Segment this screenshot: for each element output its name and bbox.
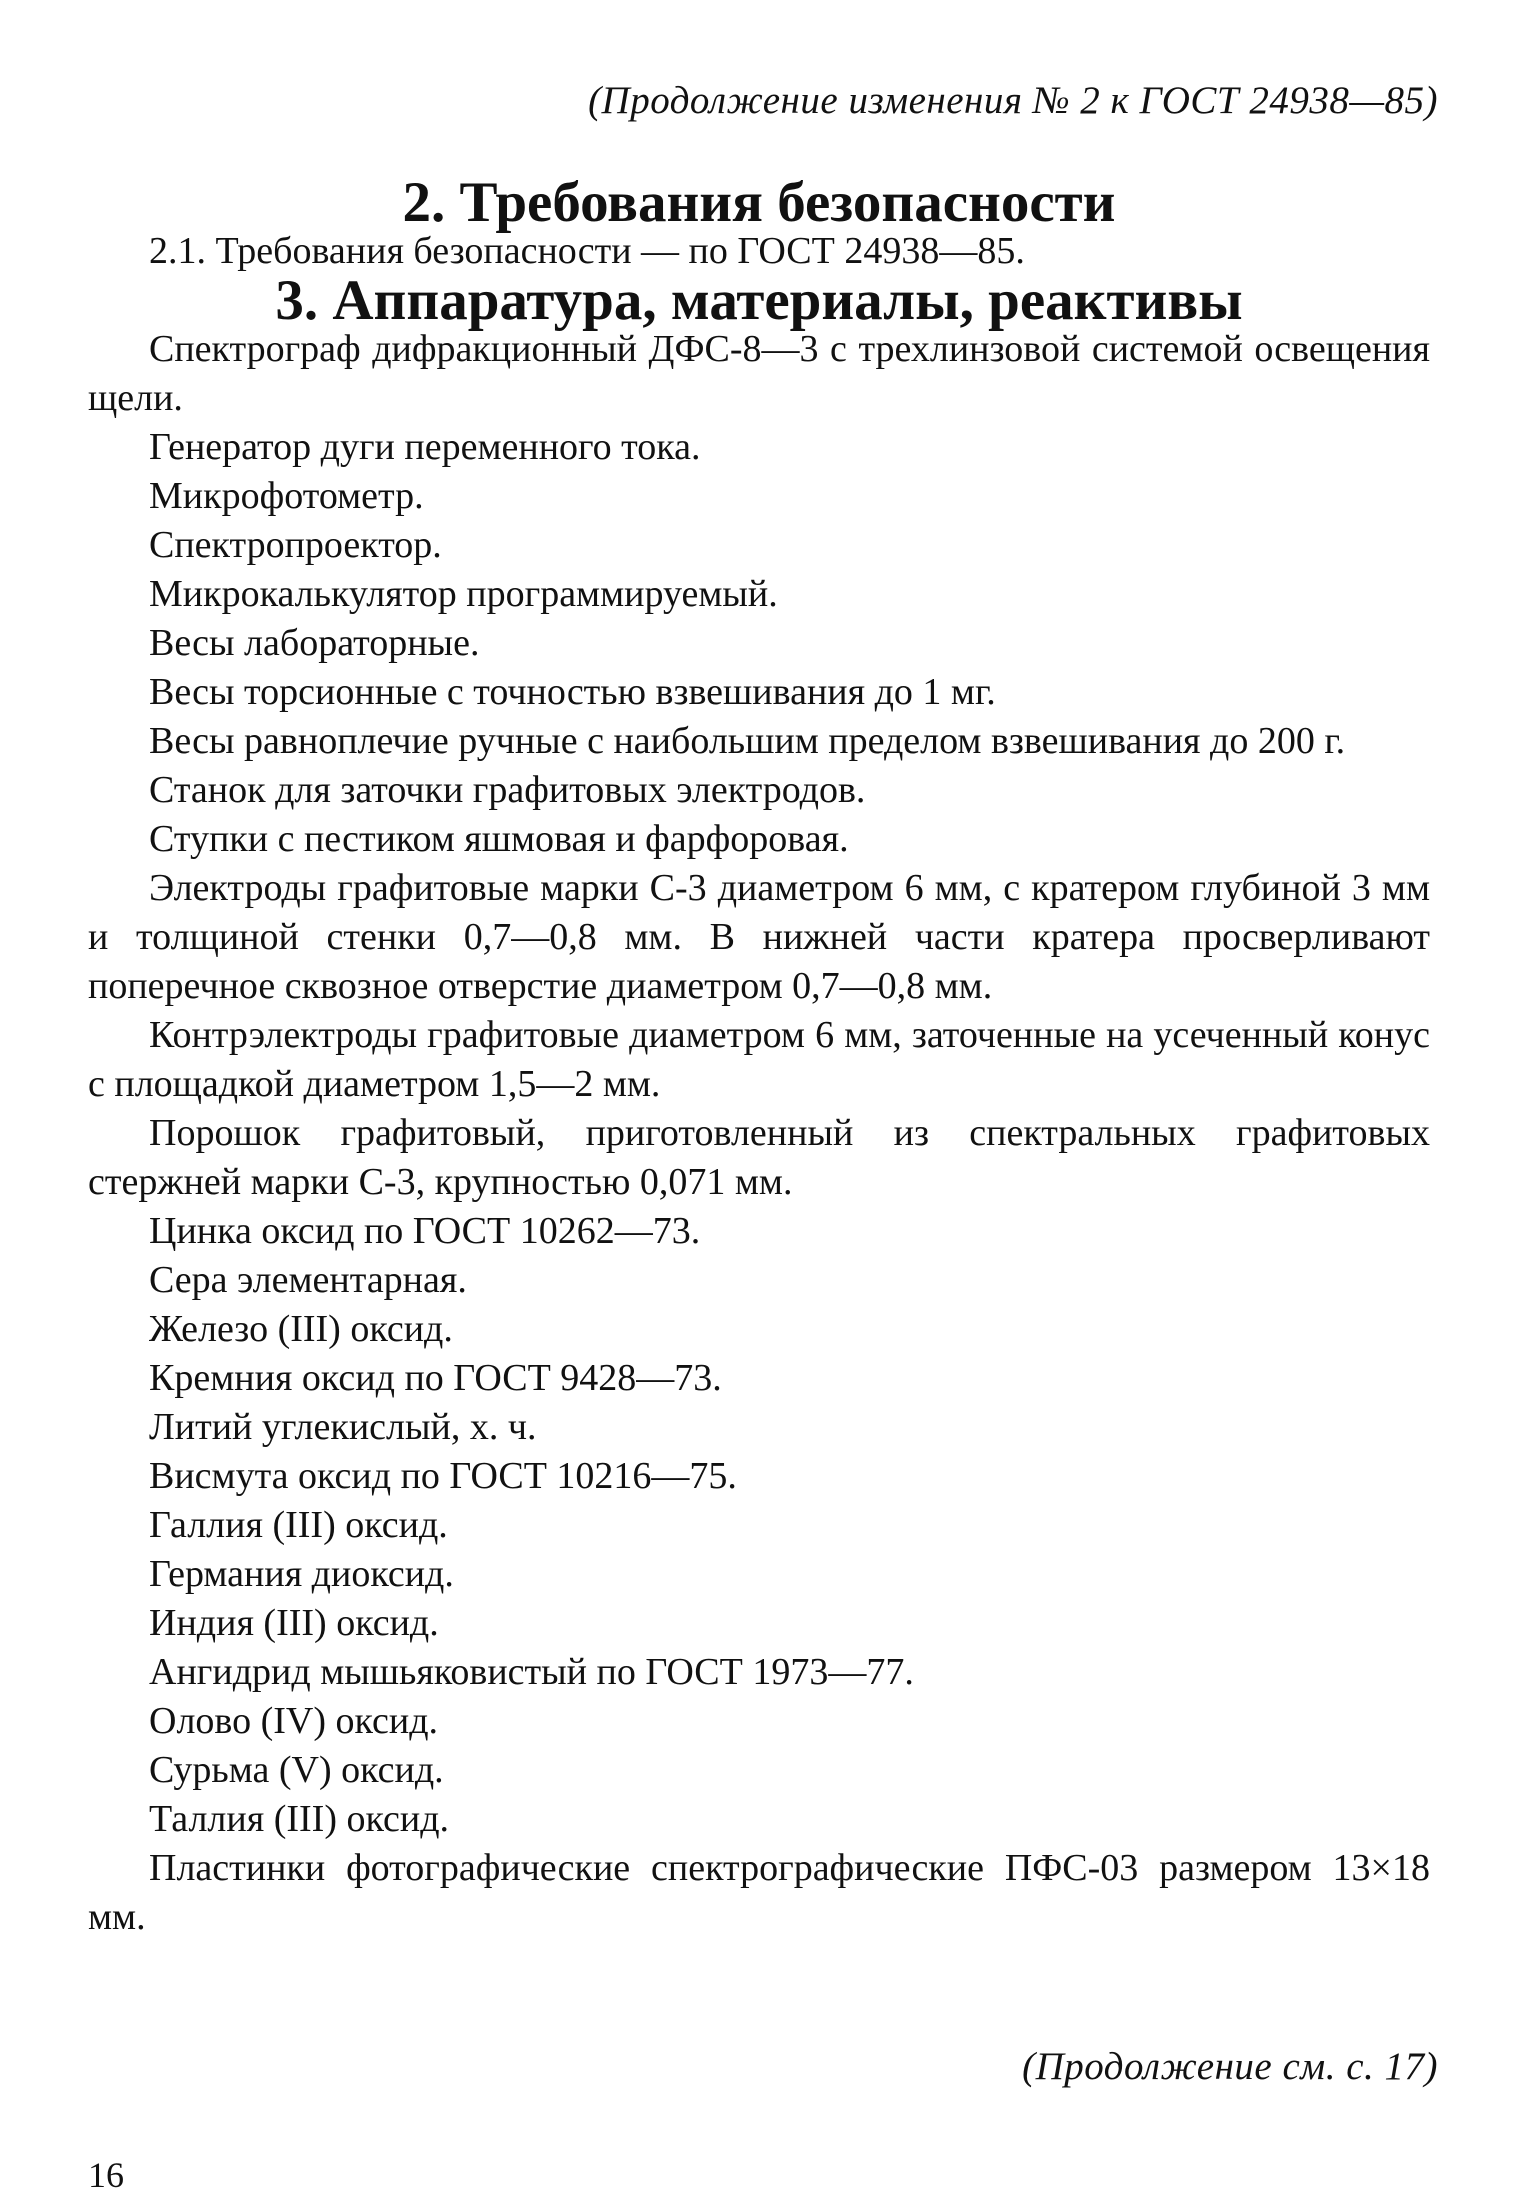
paragraph: Индия (III) оксид.	[149, 1602, 439, 1644]
paragraph: Станок для заточки графитовых электродов.	[149, 769, 866, 811]
paragraph: Спектрограф дифракционный ДФС-8—3 с трехлинзовой системой освещения щели.	[88, 328, 1430, 419]
document-body	[88, 171, 1430, 1942]
paragraph: Порошок графитовый, приготовленный из спектральных графитовых стержней марки С-3, крупностью 0,071 мм.	[88, 1112, 1430, 1203]
paragraph: Сурьма (V) оксид.	[149, 1749, 444, 1791]
paragraph: Микрокалькулятор программируемый.	[149, 573, 778, 615]
paragraph: Микрофотометр.	[149, 475, 424, 517]
paragraph: Спектропроектор.	[149, 524, 442, 566]
paragraph: Железо (III) оксид.	[149, 1308, 453, 1350]
paragraph: Сера элементарная.	[149, 1259, 467, 1301]
continuation-header: (Продолжение изменения № 2 к ГОСТ 24938—85)	[588, 79, 1438, 122]
paragraph: Весы равноплечие ручные с наибольшим пределом взвешивания до 200 г.	[149, 720, 1346, 762]
paragraph: 2.1. Требования безопасности — по ГОСТ 24938—85.	[149, 230, 1025, 272]
section-heading-safety: 2. Требования безопасности	[402, 171, 1116, 234]
paragraph: Олово (IV) оксид.	[149, 1700, 439, 1742]
paragraph: Контрэлектроды графитовые диаметром 6 мм, заточенные на усеченный конус с площадкой диаметром 1,5—2 мм.	[88, 1014, 1430, 1105]
paragraph: Весы торсионные с точностью взвешивания до 1 мг.	[149, 671, 996, 713]
section-heading-equipment: 3. Аппаратура, материалы, реактивы	[275, 269, 1243, 332]
paragraph: Германия диоксид.	[149, 1553, 454, 1595]
paragraph: Генератор дуги переменного тока.	[149, 426, 701, 468]
paragraph: Литий углекислый, х. ч.	[149, 1406, 537, 1448]
page-number: 16	[88, 2155, 124, 2195]
paragraph: Галлия (III) оксид.	[149, 1504, 448, 1546]
paragraph: Пластинки фотографические спектрографические ПФС-03 размером 13×18 мм.	[88, 1847, 1430, 1938]
paragraph: Висмута оксид по ГОСТ 10216—75.	[149, 1455, 737, 1497]
paragraph: Ангидрид мышьяковистый по ГОСТ 1973—77.	[149, 1651, 914, 1693]
paragraph: Электроды графитовые марки С-3 диаметром 6 мм, с кратером глубиной 3 мм и толщиной стенки 0,7—0,8 мм. В нижней части кратера просверливают поперечное сквозное отверстие диаметром 0,7—0,8 мм.	[88, 867, 1430, 1007]
paragraph: Ступки с пестиком яшмовая и фарфоровая.	[149, 818, 849, 860]
continuation-footer: (Продолжение см. с. 17)	[1022, 2045, 1438, 2088]
paragraph: Кремния оксид по ГОСТ 9428—73.	[149, 1357, 722, 1399]
paragraph: Цинка оксид по ГОСТ 10262—73.	[149, 1210, 701, 1252]
paragraph: Таллия (III) оксид.	[149, 1798, 450, 1840]
paragraph: Весы лабораторные.	[149, 622, 480, 664]
